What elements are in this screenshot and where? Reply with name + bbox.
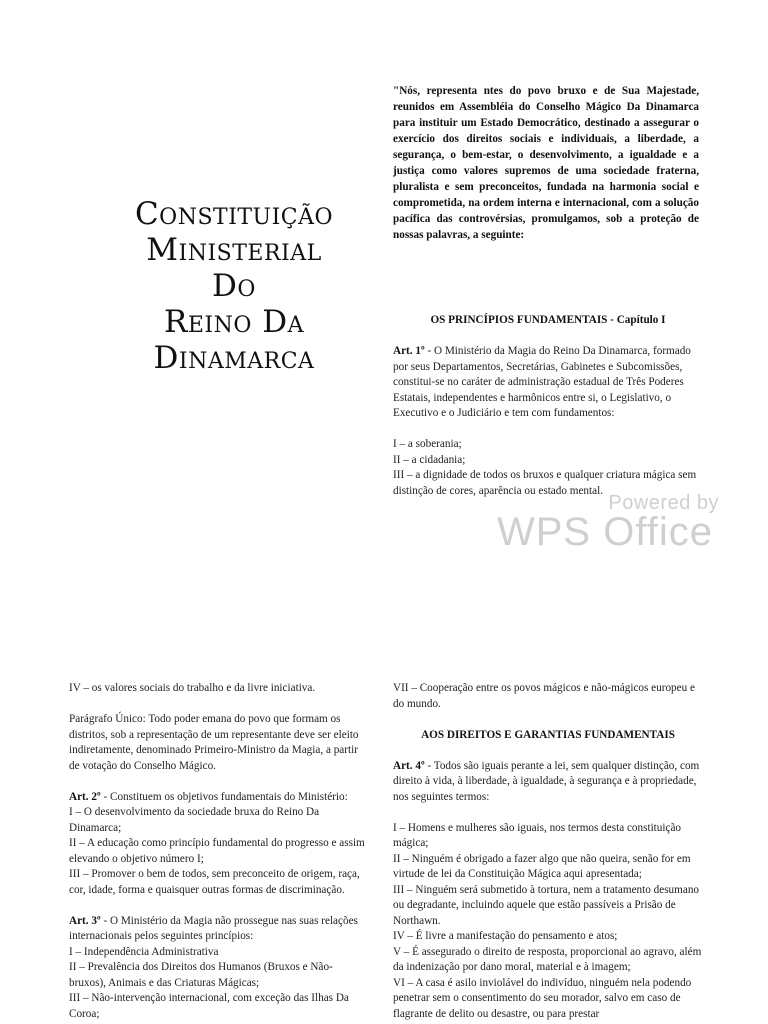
list-item: II – Ninguém é obrigado a fazer algo que não queira, senão for em virtude de lei da Constituição Mágica aqui apresentada; <box>393 852 691 880</box>
list-item: I – O desenvolvimento da sociedade bruxa do Reino Da Dinamarca; <box>69 806 320 834</box>
list-item: I – Independência Administrativa <box>69 945 219 958</box>
list-item: IV – É livre a manifestação do pensamento e atos; <box>393 930 618 942</box>
article-text: - Constituem os objetivos fundamentais do Ministério: <box>100 790 348 803</box>
chapter-heading: OS PRINCÍPIOS FUNDAMENTAIS - Capítulo I <box>430 314 666 326</box>
list-item: III – a dignidade de todos os bruxos e qualquer criatura mágica sem distinção de cores, aparência ou estado mental. <box>393 469 697 497</box>
right-column <box>393 681 703 1024</box>
article-1-items <box>393 437 703 499</box>
wps-logo-icon: WPS Office <box>497 510 713 554</box>
title-line: Constituição <box>134 196 334 232</box>
watermark-powered-by: Powered by <box>608 492 719 514</box>
article-4 <box>393 759 703 806</box>
list-item: II – Prevalência dos Direitos dos Humanos (Bruxos e Não-bruxos), Animais e das Criaturas Mágicas; <box>69 961 333 989</box>
preamble-text: "Nós, representa ntes do povo bruxo e de Sua Majestade, reunidos em Assembléia do Conselho Mágico Da Dinamarca para instituir um Estado Democrático, destinado a assegurar o exercício dos direitos sociais e individuais, a liberdade, a segurança, o bem-estar, o desenvolvimento, a igualdade e a justiça como valores supremos de uma sociedade fraterna, pluralista e sem preconceitos, fundada na harmonia social e comprometida, na ordem interna e internacional, com a solução pacífica das controvérsias, promulgamos, sob a proteção de nossas palavras, a seguinte: <box>393 85 699 241</box>
left-column <box>69 681 369 1024</box>
title-line: Ministerial <box>146 232 322 268</box>
list-item: II – a cidadania; <box>393 453 466 466</box>
article-text: - Todos são iguais perante a lei, sem qualquer distinção, com direito à vida, à liberdade, à igualdade, à segurança e à propriedade, nos seguintes termos: <box>393 759 700 803</box>
list-item: III – Promover o bem de todos, sem preconceito de origem, raça, cor, idade, forma e quaisquer outras formas de discriminação. <box>69 868 360 896</box>
article-text: - O Ministério da Magia não prossegue nas suas relações internacionais pelos seguintes princípios: <box>69 914 358 942</box>
list-item: III – Ninguém será submetido à tortura, nem a tratamento desumano ou degradante, incluindo aquele que estão passíveis a Prisão de Northawn. <box>393 883 700 927</box>
document-page-2 <box>0 672 768 1024</box>
article-2 <box>69 790 369 899</box>
article-3 <box>69 914 369 1023</box>
document-title <box>84 196 384 376</box>
chapter-1-column <box>393 313 703 515</box>
list-item: VI – A casa é asilo inviolável do indivíduo, ninguém nela podendo penetrar sem o consentimento do seu morador, salvo em caso de flagrante de delito ou desastre, ou para prestar <box>393 976 692 1020</box>
list-item: II – A educação como princípio fundamental do progresso e assim elevando o objetivo número I; <box>69 837 365 865</box>
list-item: V – É assegurado o direito de resposta, proporcional ao agravo, além da indenização por dano moral, material e à imagem; <box>393 945 702 973</box>
article-4-items <box>393 821 703 1023</box>
paragrafo-unico: Parágrafo Único: Todo poder emana do povo que formam os distritos, sob a representação de um representante deve ser eleito indiretamente, denominado Primeiro-Ministro da Magia, a partir de votação do Conselho Mágico. <box>69 713 359 772</box>
article-label: Art. 4º <box>393 759 425 772</box>
list-item: III – Não-intervenção internacional, com exceção das Ilhas Da Coroa; <box>69 992 349 1020</box>
title-line: Dinamarca <box>153 340 315 376</box>
list-item: I – a soberania; <box>393 438 462 450</box>
title-line: Reino Da <box>164 304 304 340</box>
item-vii: VII – Cooperação entre os povos mágicos e não-mágicos europeu e do mundo. <box>393 682 695 710</box>
article-text: - O Ministério da Magia do Reino Da Dinamarca, formado por seus Departamentos, Secretárias, Gabinetes e Subcomissões, constitui-se no caráter de administração estadual de Três Poderes Estatais, independentes e harmônicos entre si, o Legislativo, o Executivo e o Judiciário e tem com fundamentos: <box>393 345 691 419</box>
article-label: Art. 1º <box>393 345 425 357</box>
rights-heading: AOS DIREITOS E GARANTIAS FUNDAMENTAIS <box>421 728 675 741</box>
article-label: Art. 3º <box>69 914 101 927</box>
item-iv: IV – os valores sociais do trabalho e da livre iniciativa. <box>69 682 316 694</box>
article-label: Art. 2º <box>69 790 101 803</box>
title-line: Do <box>212 268 256 304</box>
list-item: I – Homens e mulheres são iguais, nos termos desta constituição mágica; <box>393 821 682 849</box>
article-1 <box>393 344 703 422</box>
